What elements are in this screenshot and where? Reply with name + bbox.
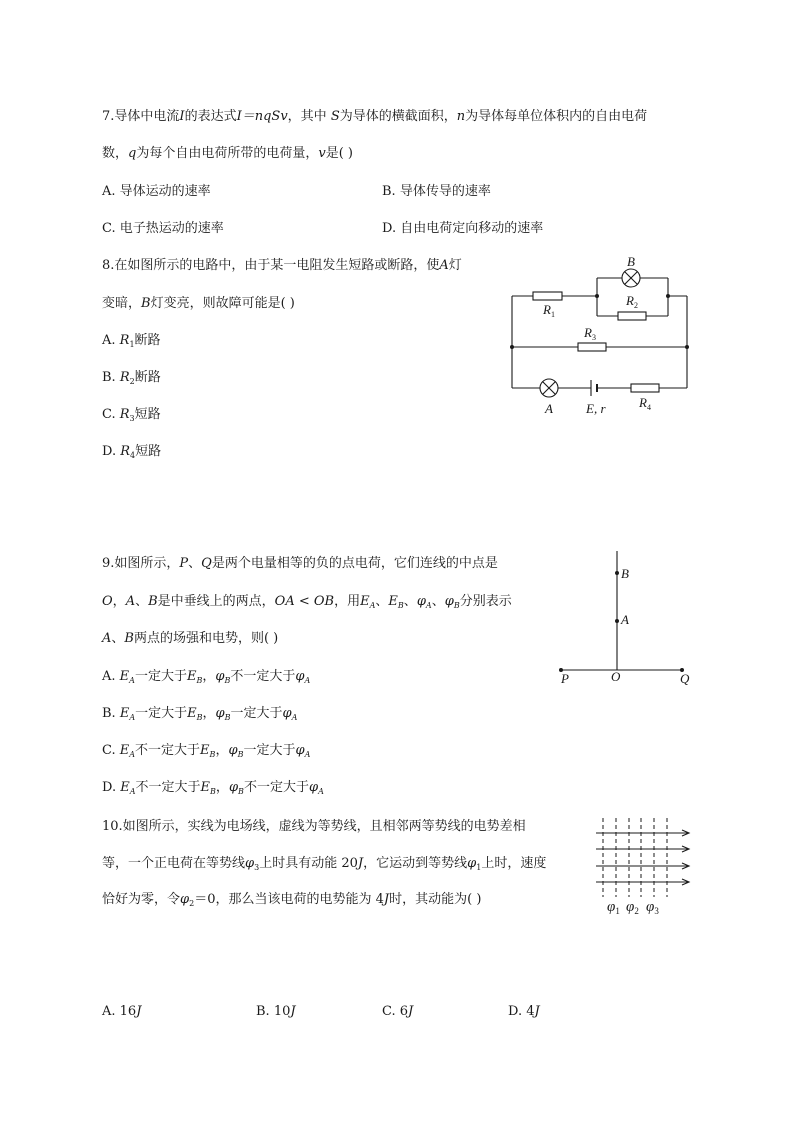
- q9-option-c[interactable]: C. $E_A$不一定大于$E_B$，$\varphi_B$一定大于$\varphi_A$: [102, 743, 311, 759]
- point-a: [615, 619, 619, 623]
- q8-option-b[interactable]: B. $R_2$断路: [102, 370, 161, 386]
- q8-circuit-diagram: [500, 250, 700, 420]
- resistor-r2: [618, 312, 646, 320]
- label-a: A: [545, 401, 553, 416]
- junction-dot: [685, 345, 689, 349]
- label-p: P: [561, 671, 569, 686]
- q10-stem-line1: 10.如图所示，实线为电场线，虚线为等势线，且相邻两等势线的电势差相: [102, 819, 526, 834]
- q10-option-d[interactable]: D. 4J: [508, 1004, 540, 1019]
- q10-option-c[interactable]: C. 6J: [382, 1004, 414, 1019]
- q8-option-d[interactable]: D. $R_4$短路: [102, 444, 162, 460]
- q8-stem-line1: 8.在如图所示的电路中，由于某一电阻发生短路或断路，使A灯: [102, 258, 462, 273]
- formula: I＝nqSv: [236, 109, 288, 124]
- q10-stem-line3: 恰好为零，令$\varphi_2=0$，那么当该电荷的电势能为 4J时，其动能为( ): [102, 892, 482, 908]
- junction-dot: [510, 345, 514, 349]
- q9-charge-diagram: [550, 545, 700, 690]
- q7-option-b[interactable]: B. 导体传导的速率: [382, 184, 491, 199]
- resistor-r4: [631, 384, 659, 392]
- q10-option-b[interactable]: B. 10J: [256, 1004, 296, 1019]
- label-phi2: $\varphi_2$: [626, 899, 639, 916]
- q10-stem-line2: 等，一个正电荷在等势线$\varphi_3$上时具有动能 20J，它运动到等势线$\varphi_1$上时，速度: [102, 856, 547, 872]
- q7-option-a[interactable]: A. 导体运动的速率: [102, 184, 211, 199]
- q9-stem-line1: 9.如图所示，P、Q是两个电量相等的负的点电荷，它们连线的中点是: [102, 556, 498, 571]
- q9-option-b[interactable]: B. $E_A$一定大于$E_B$，$\varphi_B$一定大于$\varphi_A$: [102, 706, 298, 722]
- q10-option-a[interactable]: A. 16J: [102, 1004, 142, 1019]
- label-a: A: [621, 612, 629, 627]
- q9-option-a[interactable]: A. $E_A$一定大于$E_B$，$\varphi_B$不一定大于$\varphi_A$: [102, 669, 311, 685]
- q9-option-d[interactable]: D. $E_A$不一定大于$E_B$，$\varphi_B$不一定大于$\varphi_A$: [102, 780, 324, 796]
- label-b: B: [621, 566, 629, 581]
- label-r3: $R_3$: [584, 325, 596, 342]
- label-phi1: $\varphi_1$: [607, 899, 620, 916]
- q7-stem-line2: 数，q为每个自由电荷所带的电荷量，v是( ): [102, 146, 353, 161]
- resistor-r3: [578, 343, 606, 351]
- q10-field-diagram: [590, 810, 700, 920]
- point-b: [615, 571, 619, 575]
- label-r2: $R_2$: [626, 293, 638, 310]
- label-emf: E, r: [586, 401, 606, 416]
- label-o: O: [611, 669, 621, 684]
- q7-option-c[interactable]: C. 电子热运动的速率: [102, 221, 224, 236]
- label-q: Q: [680, 671, 690, 686]
- label-r4: $R_4$: [639, 395, 651, 412]
- junction-dot: [595, 294, 599, 298]
- q7-stem-line1: 7.导体中电流I的表达式I＝nqSv，其中 S为导体的横截面积，n为导体每单位体积内的自由电荷: [102, 109, 648, 124]
- q8-stem-line2: 变暗，B灯变亮，则故障可能是( ): [102, 296, 295, 311]
- label-b: B: [627, 254, 635, 269]
- q8-option-a[interactable]: A. $R_1$断路: [102, 333, 161, 349]
- q8-option-c[interactable]: C. $R_3$短路: [102, 407, 161, 423]
- q7-option-d[interactable]: D. 自由电荷定向移动的速率: [382, 221, 544, 236]
- q9-stem-line2: O，A、B是中垂线上的两点，OA < OB，用$E_A$、$E_B$、$\varphi_A$、$\varphi_B$分别表示: [102, 594, 512, 610]
- junction-dot: [666, 294, 670, 298]
- label-r1: $R_1$: [543, 302, 555, 319]
- label-phi3: $\varphi_3$: [646, 899, 659, 916]
- resistor-r1: [533, 292, 562, 300]
- q9-stem-line3: A、B两点的场强和电势，则( ): [102, 631, 279, 646]
